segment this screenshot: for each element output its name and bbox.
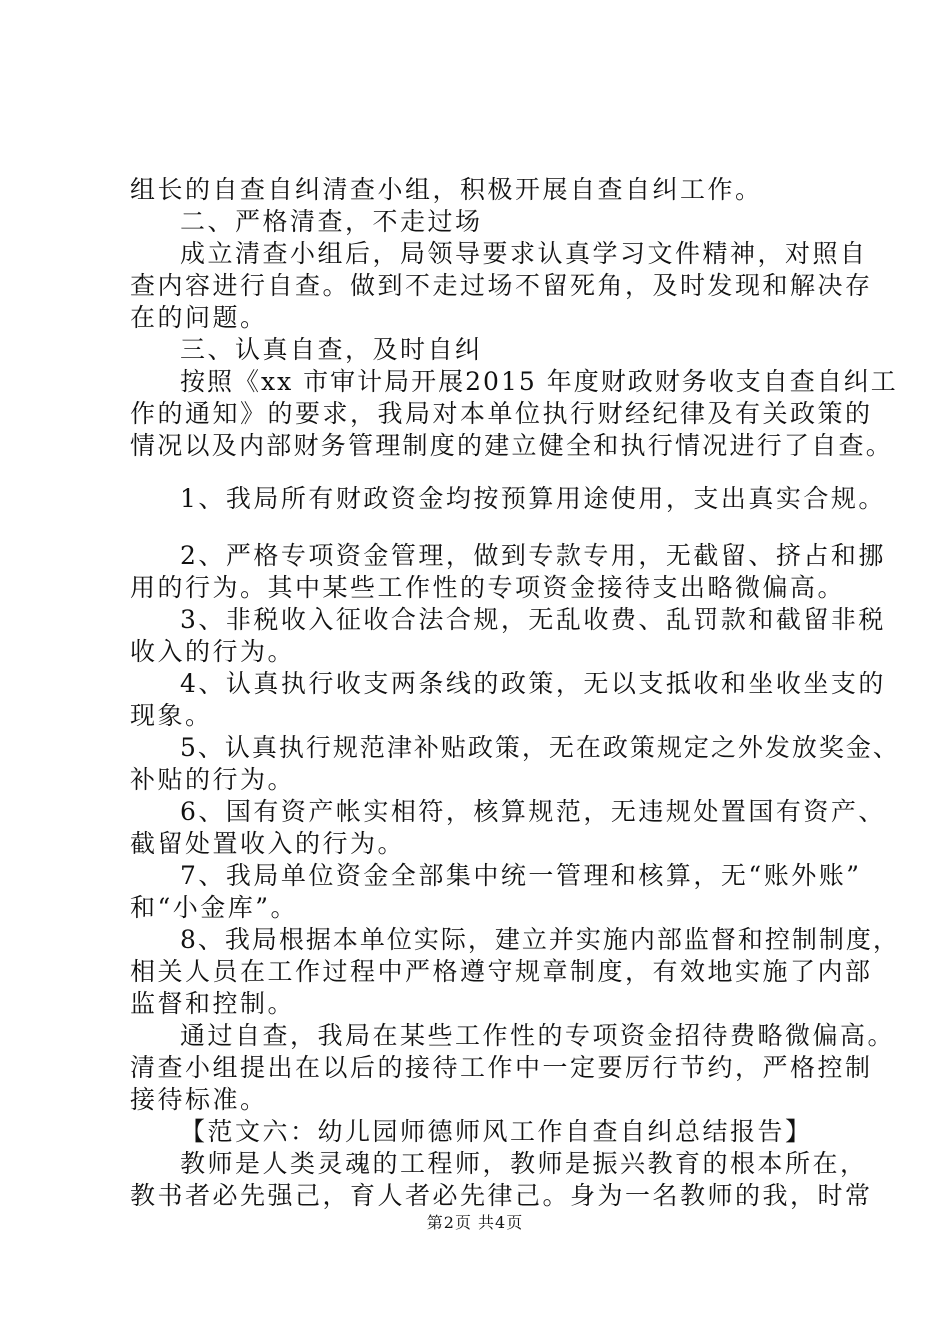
text-line: 收入的行为。	[130, 637, 296, 666]
article-title: 【范文六：幼儿园师德师风工作自查自纠总结报告】	[180, 1117, 813, 1146]
text-line: 教师是人类灵魂的工程师，教师是振兴教育的根本所在，	[180, 1149, 868, 1178]
text-line: 用的行为。其中某些工作性的专项资金接待支出略微偏高。	[130, 573, 846, 602]
list-item: 5、认真执行规范津补贴政策，无在政策规定之外发放奖金、	[180, 733, 900, 762]
text-line: 接待标准。	[130, 1085, 268, 1114]
text-line: 按照《xx 市审计局开展2015 年度财政财务收支自查自纠工	[180, 367, 898, 396]
text-line: 监督和控制。	[130, 989, 296, 1018]
text-line: 清查小组提出在以后的接待工作中一定要厉行节约，严格控制	[130, 1053, 873, 1082]
text-line: 成立清查小组后，局领导要求认真学习文件精神，对照自	[180, 239, 868, 268]
section-heading: 二、严格清查，不走过场	[180, 207, 483, 236]
section-heading: 三、认真自查，及时自纠	[180, 335, 483, 364]
text-line: 现象。	[130, 701, 213, 730]
list-item: 4、认真执行收支两条线的政策，无以支抵收和坐收坐支的	[180, 669, 886, 698]
list-item: 3、非税收入征收合法合规，无乱收费、乱罚款和截留非税	[180, 605, 886, 634]
text-line: 情况以及内部财务管理制度的建立健全和执行情况进行了自查。	[130, 431, 894, 460]
text-line: 作的通知》的要求，我局对本单位执行财经纪律及有关政策的	[130, 399, 873, 428]
list-item: 8、我局根据本单位实际，建立并实施内部监督和控制制度，	[180, 925, 900, 954]
text-line: 和“小金库”。	[130, 893, 299, 922]
page-footer: 第2页 共4页	[426, 1213, 524, 1232]
text-line: 补贴的行为。	[130, 765, 296, 794]
list-item: 2、严格专项资金管理，做到专款专用，无截留、挤占和挪	[180, 541, 886, 570]
list-item: 7、我局单位资金全部集中统一管理和核算，无“账外账”	[180, 861, 862, 890]
text-line: 相关人员在工作过程中严格遵守规章制度，有效地实施了内部	[130, 957, 873, 986]
list-item: 1、我局所有财政资金均按预算用途使用，支出真实合规。	[180, 484, 886, 513]
text-line: 通过自查，我局在某些工作性的专项资金招待费略微偏高。	[180, 1021, 896, 1050]
text-line: 教书者必先强己，育人者必先律己。身为一名教师的我，时常	[130, 1181, 873, 1210]
text-line: 截留处置收入的行为。	[130, 829, 406, 858]
text-line: 组长的自查自纠清查小组，积极开展自查自纠工作。	[130, 175, 763, 204]
list-item: 6、国有资产帐实相符，核算规范，无违规处置国有资产、	[180, 797, 886, 826]
text-line: 查内容进行自查。做到不走过场不留死角，及时发现和解决存	[130, 271, 873, 300]
text-line: 在的问题。	[130, 303, 268, 332]
